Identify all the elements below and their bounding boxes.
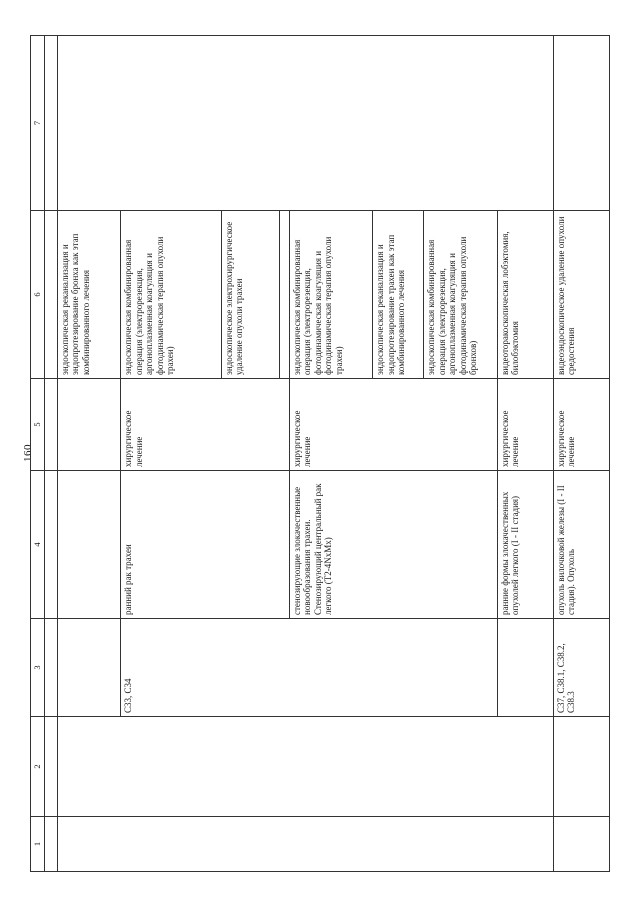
cell-icd-code: C37, C38.1, C38.2, C38.3 (553, 619, 609, 717)
cell-procedure: эндоскопическое электрохирургическое удаление опухоли трахеи (221, 211, 280, 379)
cell-treatment: хирургическое лечение (497, 379, 553, 471)
cell-treatment: хирургическое лечение (553, 379, 609, 471)
cell-treatment: хирургическое лечение (289, 379, 497, 471)
cell-diagnosis: ранние формы злокачественных опухолей легкого (I - II стадия) (497, 471, 553, 619)
spacer-row (44, 36, 57, 872)
col-header-7: 7 (31, 36, 45, 211)
cell-icd-code (497, 619, 553, 717)
cell-col4 (57, 471, 121, 619)
cell-col7 (57, 36, 553, 211)
cell-diagnosis: стенозирующие злокачественные новообразования трахеи. Стенозирующий центральный рак легкого (T2-4NxMx) (289, 471, 497, 619)
cell-treatment: хирургическое лечение (121, 379, 290, 471)
cell-procedure: эндоскопическая комбинированная операция (электрорезекция, аргоноплазменная коагуляция и фотодинамическая терапия опухоли трахеи) (121, 211, 221, 379)
cell-diagnosis: опухоль вилочковой железы (I - II стадия). Опухоль (553, 471, 609, 619)
col-header-3: 3 (31, 619, 45, 717)
cell-procedure: эндоскопическая комбинированная операция (электрорезекция, аргоноплазменная коагуляция и фотодинамическая терапия опухоли бронхов) (424, 211, 497, 379)
table-row (57, 36, 121, 872)
cell-col7 (553, 36, 609, 211)
cell-procedure: эндоскопическая комбинированная операция (электрорезекция, фотодинамическая коагуляция и фотодинамическая терапия опухоли трахеи) (289, 211, 372, 379)
rotated-table-container (30, 36, 610, 872)
cell-procedure (280, 211, 290, 379)
cell-col3 (57, 619, 121, 717)
col-header-4: 4 (31, 471, 45, 619)
col-header-6: 6 (31, 211, 45, 379)
col-header-1: 1 (31, 817, 45, 872)
header-row (31, 36, 45, 872)
cell-col1 (553, 817, 609, 872)
cell-procedure: видеоэндоскопическое удаление опухоли средостения (553, 211, 609, 379)
cell-icd-code: C33, C34 (121, 619, 497, 717)
cell-col2 (553, 717, 609, 817)
col-header-5: 5 (31, 379, 45, 471)
cell-procedure: эндоскопическая реканализация и эндопротезирование трахеи как этап комбинированного лечения (373, 211, 424, 379)
cell-col2 (57, 717, 553, 817)
cell-col5 (57, 379, 121, 471)
cell-procedure: эндоскопическая реканализация и эндопротезирование бронха как этап комбинированного лечения (57, 211, 121, 379)
table-row (553, 36, 609, 872)
cell-col1 (57, 817, 553, 872)
cell-diagnosis: ранний рак трахеи (121, 471, 290, 619)
cell-procedure: видеоторакоскопическая лобэктомия, билобэктомия (497, 211, 553, 379)
medical-procedures-table (30, 35, 610, 872)
page-number: 160 (22, 444, 34, 462)
col-header-2: 2 (31, 717, 45, 817)
